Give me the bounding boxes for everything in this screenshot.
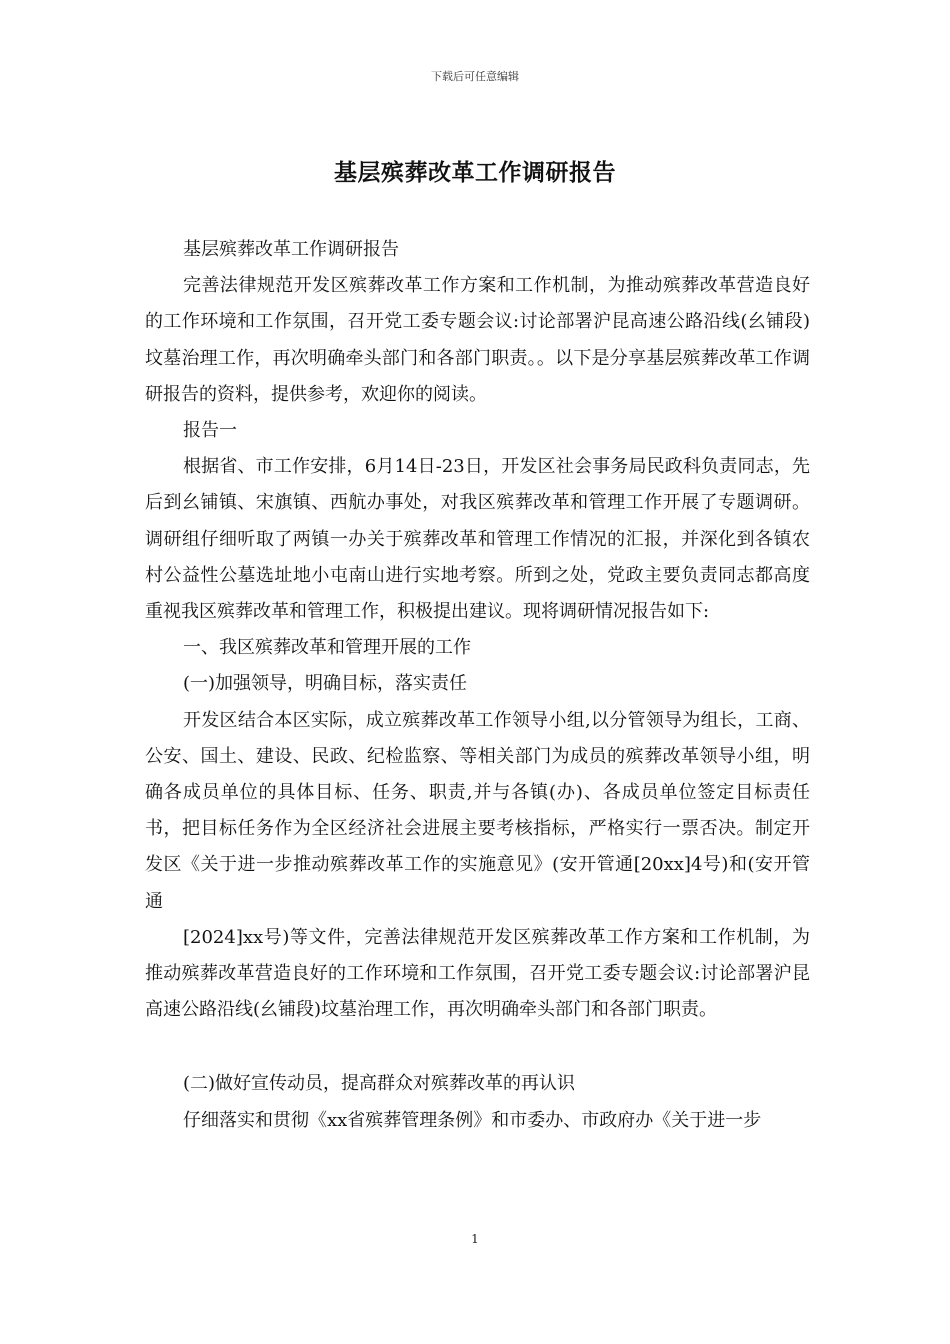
page-number: 1 (471, 1232, 479, 1246)
subsection-heading-2: (二)做好宣传动员，提高群众对殡葬改革的再认识 (183, 1073, 576, 1095)
subtitle-paragraph: 基层殡葬改革工作调研报告 (183, 239, 399, 260)
header-note: 下载后可任意编辑 (431, 70, 519, 83)
section-label-report-one: 报告一 (183, 420, 237, 442)
body-paragraph-leadership: 开发区结合本区实际，成立殡葬改革工作领导小组,以分管领导为组长，工商、公安、国土、建设、民政、纪检监察、等相关部门为成员的殡葬改革领导小组，明确各成员单位的具体目标、任务、职责,并与各镇(办)、各成员单位签定目标责任书，把目标任务作为全区经济社会进展主要考核指标，严格实行一票否决。制定开发区《关于进一步推动殡葬改革工作的实施意见》(安开管通[20xx]4号)和(安开管通 (145, 709, 810, 912)
subsection-heading-1: (一)加强领导，明确目标，落实责任 (183, 673, 468, 695)
intro-paragraph: 完善法律规范开发区殡葬改革工作方案和工作机制，为推动殡葬改革营造良好的工作环境和工作氛围，召开党工委专题会议:讨论部署沪昆高速公路沿线(幺铺段)坟墓治理工作，再次明确牵头部门和各部门职责。。以下是分享基层殡葬改革工作调研报告的资料，提供参考，欢迎你的阅读。 (145, 275, 810, 405)
body-paragraph-publicity: 仔细落实和贯彻《xx省殡葬管理条例》和市委办、市政府办《关于进一步 (183, 1109, 762, 1131)
paragraph-gap (145, 1028, 810, 1066)
document-title: 基层殡葬改革工作调研报告 (334, 160, 616, 186)
body-paragraph-documents: [2024]xx号)等文件，完善法律规范开发区殡葬改革工作方案和工作机制，为推动殡葬改革营造良好的工作环境和工作氛围，召开党工委专题会议:讨论部署沪昆高速公路沿线(幺铺段)坟墓治理工作，再次明确牵头部门和各部门职责。 (145, 926, 810, 1021)
report-background-paragraph: 根据省、市工作安排，6月14日-23日，开发区社会事务局民政科负责同志，先后到幺铺镇、宋旗镇、西航办事处，对我区殡葬改革和管理工作开展了专题调研。调研组仔细听取了两镇一办关于殡葬改革和管理工作情况的汇报，并深化到各镇农村公益性公墓选址地小屯南山进行实地考察。所到之处，党政主要负责同志都高度重视我区殡葬改革和管理工作，积极提出建议。现将调研情况报告如下: (145, 456, 810, 623)
section-heading-1: 一、我区殡葬改革和管理开展的工作 (183, 637, 471, 659)
document-body (145, 232, 810, 1139)
